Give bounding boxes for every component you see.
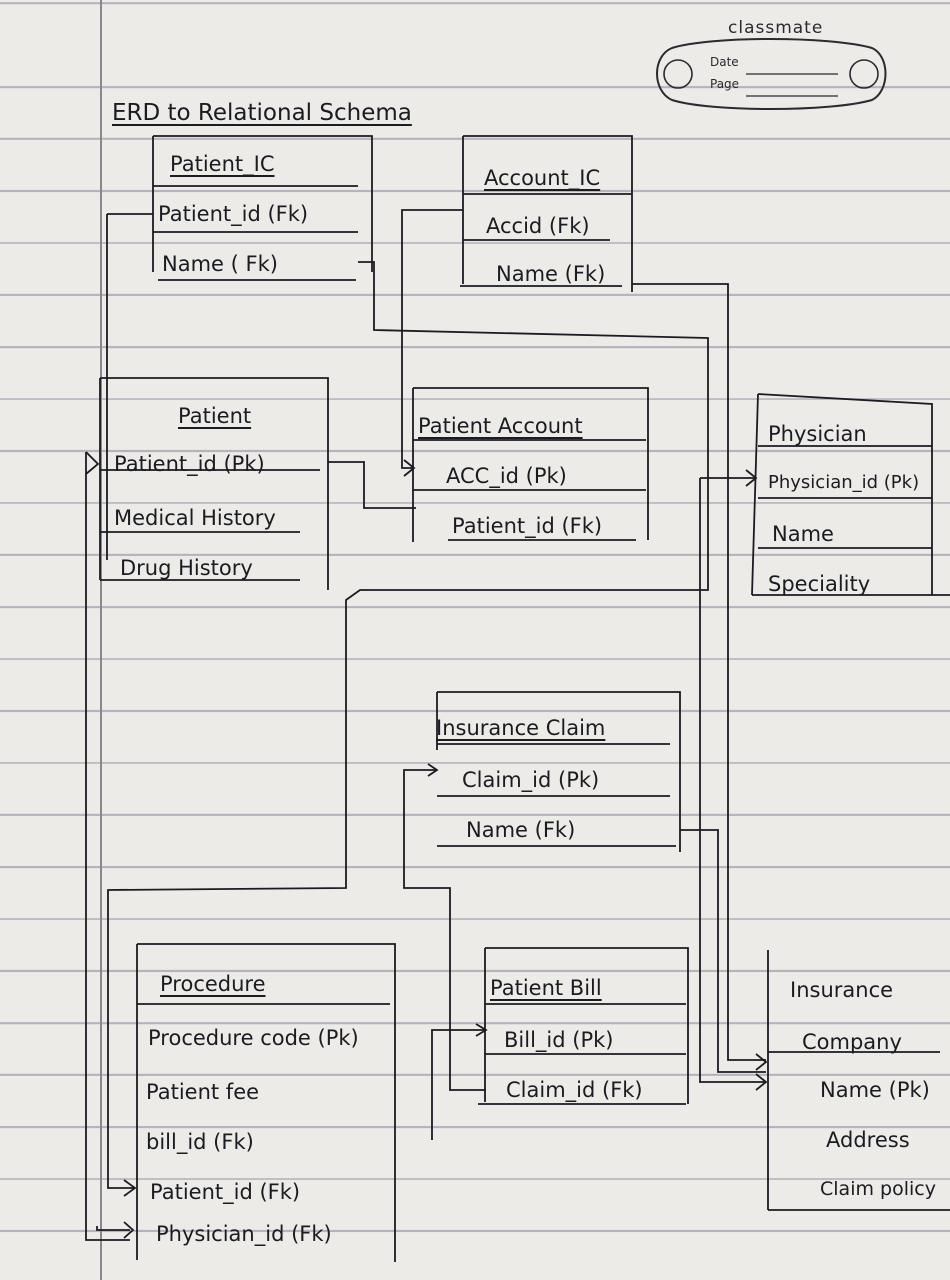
physician-field-name: Name (772, 522, 834, 546)
connector-physician (700, 478, 766, 1082)
date-label: Date (710, 55, 739, 69)
connector-patient-ic-to-patient (86, 214, 153, 1240)
insurance-company-field-claim-policy: Claim policy (820, 1178, 936, 1200)
insurance-company-field-name: Name (Pk) (820, 1078, 930, 1102)
connector-bill-to-procedure (432, 1030, 486, 1140)
physician-title: Physician (768, 422, 867, 446)
patient-bill-field-bill-id: Bill_id (Pk) (504, 1028, 614, 1052)
insurance-claim-field-name: Name (Fk) (466, 818, 576, 842)
connector-claim-to-company (680, 830, 766, 1072)
insurance-company-title-line2: Company (802, 1030, 902, 1054)
procedure-field-patient-fee: Patient fee (146, 1080, 260, 1104)
patient-account-field-acc-id: ACC_id (Pk) (446, 464, 567, 488)
page-label: Page (710, 77, 740, 91)
connector-account-ic-name (632, 284, 766, 1060)
procedure-field-bill-id: bill_id (Fk) (146, 1130, 254, 1154)
procedure-field-physician-id: Physician_id (Fk) (156, 1222, 332, 1246)
account-ic-field-name: Name (Fk) (496, 262, 606, 286)
insurance-claim-title: Insurance Claim (436, 716, 606, 740)
patient-bill-title: Patient Bill (490, 976, 602, 1000)
page-title: ERD to Relational Schema (112, 100, 412, 126)
procedure-field-patient-id: Patient_id (Fk) (150, 1180, 301, 1204)
patient-title: Patient (178, 404, 252, 428)
patient-account-field-patient-id: Patient_id (Fk) (452, 514, 603, 538)
insurance-company-field-address: Address (826, 1128, 910, 1152)
patient-ic-title: Patient_IC (170, 152, 275, 176)
patient-field-drug-history: Drug History (120, 556, 253, 580)
patient-field-medical-history: Medical History (114, 506, 276, 530)
procedure-title: Procedure (160, 972, 266, 996)
insurance-company-title: Insurance (790, 978, 894, 1002)
connector-procedure-physician (97, 1226, 130, 1230)
insurance-claim-field-claim-id: Claim_id (Pk) (462, 768, 600, 792)
physician-field-physician-id: Physician_id (Pk) (768, 472, 920, 493)
arrow-into-patient (86, 452, 98, 474)
patient-field-patient-id: Patient_id (Pk) (114, 452, 265, 476)
patient-account-title: Patient Account (418, 414, 583, 438)
patient-bill-field-claim-id: Claim_id (Fk) (506, 1078, 643, 1102)
procedure-field-procedure-code: Procedure code (Pk) (148, 1026, 359, 1050)
physician-field-speciality: Speciality (768, 572, 871, 596)
patient-ic-field-name: Name ( Fk) (162, 252, 278, 276)
logo-text: classmate (728, 18, 824, 38)
account-ic-title: Account_IC (484, 166, 601, 190)
account-ic-field-accid: Accid (Fk) (486, 214, 590, 238)
patient-ic-field-patient-id: Patient_id (Fk) (158, 202, 309, 226)
